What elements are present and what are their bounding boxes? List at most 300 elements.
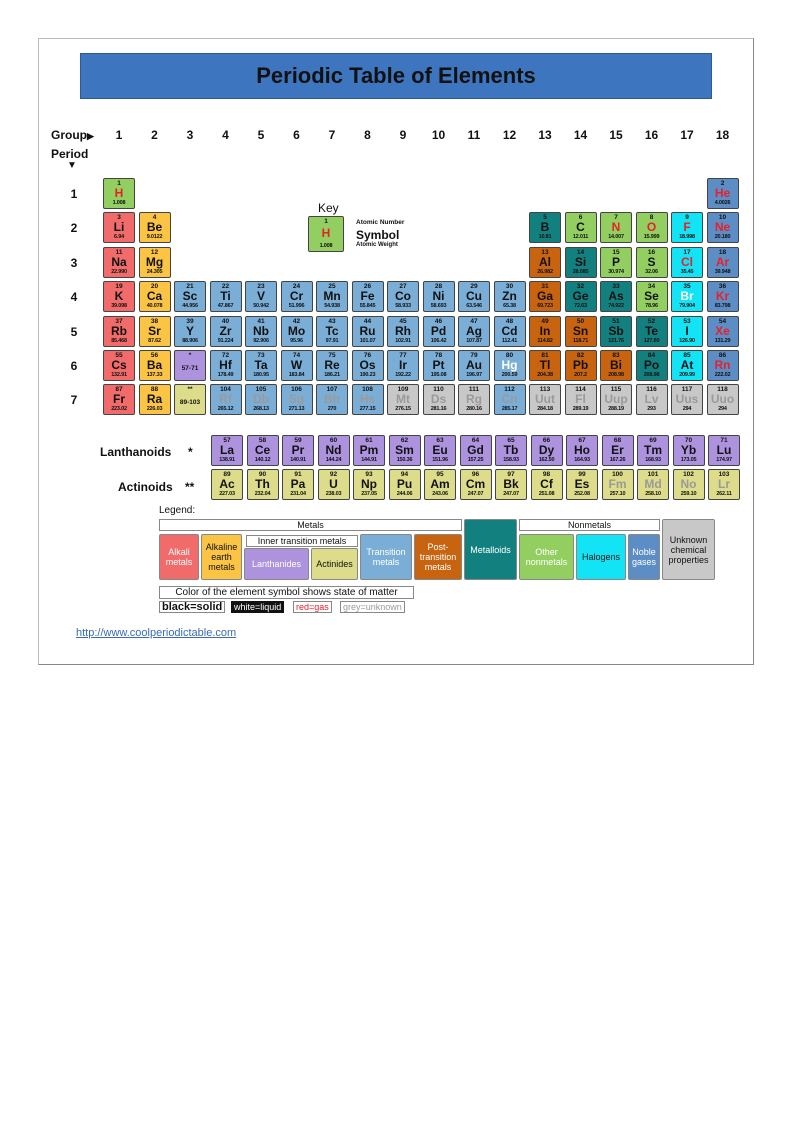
atomic-weight: 127.60 (643, 337, 660, 344)
element-cell (671, 281, 703, 312)
group-number: 2 (151, 128, 158, 142)
element-symbol: Tm (644, 443, 662, 457)
atomic-number: 91 (294, 471, 302, 478)
element-symbol: Cd (501, 323, 518, 338)
element-cell (281, 350, 313, 381)
element-symbol: Mn (323, 289, 341, 304)
element-symbol: He (714, 186, 731, 200)
element-cell (245, 350, 277, 381)
element-cell (245, 384, 277, 415)
element-cell (316, 384, 348, 415)
atomic-weight: 247.07 (503, 491, 519, 497)
legend-title: Legend: (159, 505, 196, 516)
element-cell (281, 384, 313, 415)
atomic-number: 93 (365, 471, 373, 478)
element-symbol: Mt (396, 392, 410, 407)
atomic-weight: 114.82 (537, 337, 553, 344)
element-cell (671, 350, 703, 381)
period-number: 7 (70, 393, 78, 408)
group-number: 18 (715, 128, 730, 142)
element-symbol: Na (111, 254, 127, 269)
element-symbol: I (685, 323, 689, 338)
element-symbol: B (540, 220, 550, 235)
atomic-weight: 138.91 (219, 457, 235, 463)
element-cell (494, 384, 526, 415)
element-cell (458, 384, 490, 415)
atomic-number: 27 (399, 283, 407, 291)
element-cell (318, 469, 350, 500)
atomic-number: 82 (576, 352, 585, 359)
atomic-number: 2 (720, 180, 725, 187)
element-symbol: Pd (430, 323, 447, 338)
element-cell (281, 316, 313, 347)
atomic-number: 13 (541, 248, 549, 256)
atomic-weight: 244.06 (396, 491, 413, 497)
element-symbol: Bk (503, 477, 519, 491)
element-cell (282, 435, 314, 466)
atomic-weight: 137.33 (146, 372, 163, 378)
atomic-number: 98 (542, 471, 551, 478)
element-symbol: Cn (501, 392, 518, 407)
atomic-number: 44 (363, 317, 372, 325)
atomic-weight: 208.98 (643, 372, 660, 378)
atomic-number: 96 (471, 471, 480, 478)
atomic-weight: 102.91 (395, 337, 411, 344)
atomic-number: 38 (150, 317, 159, 325)
element-cell (707, 316, 739, 347)
atomic-weight: 238.03 (325, 491, 342, 497)
element-cell (139, 281, 171, 312)
atomic-weight: 281.16 (430, 406, 447, 413)
atomic-weight: 258.10 (645, 491, 661, 497)
element-cell (673, 435, 705, 466)
atomic-weight: 55.845 (359, 303, 376, 310)
element-symbol: Lv (644, 392, 659, 407)
atomic-number: 32 (576, 283, 585, 291)
atomic-weight: 4.0026 (714, 200, 731, 206)
period-number: 6 (70, 359, 78, 373)
atomic-weight: 226.03 (146, 406, 163, 413)
atomic-number: 49 (541, 317, 549, 325)
element-symbol: Yb (680, 443, 697, 457)
element-symbol: Ac (219, 477, 235, 491)
atomic-number: 51 (612, 317, 620, 325)
element-cell (174, 384, 206, 415)
atomic-weight: 251.08 (538, 491, 555, 497)
element-cell (210, 316, 242, 347)
element-symbol: Pa (290, 477, 306, 491)
element-symbol: Fm (608, 477, 627, 491)
atomic-number: 109 (397, 386, 409, 394)
element-symbol: H (114, 186, 124, 200)
atomic-number: 23 (257, 283, 265, 291)
element-symbol: V (256, 289, 265, 304)
element-symbol: Si (574, 254, 587, 269)
element-symbol: Rn (714, 358, 731, 372)
element-symbol: Uuo (710, 392, 735, 407)
element-cell (424, 469, 456, 500)
atomic-number: 117 (681, 386, 693, 394)
atomic-number: 107 (326, 386, 338, 394)
atomic-weight: 207.2 (574, 372, 587, 378)
element-symbol: Eu (432, 443, 448, 457)
element-symbol: Re (324, 358, 340, 372)
atomic-weight: 32.06 (645, 268, 658, 275)
range-reference: 57-71 (181, 365, 199, 372)
atomic-weight: 83.798 (714, 303, 731, 310)
element-cell (389, 469, 421, 500)
atomic-number: 11 (115, 248, 123, 256)
period-number: 2 (70, 221, 78, 236)
state-unknown: grey=unknown (340, 601, 405, 613)
element-symbol: Rb (111, 323, 127, 338)
element-cell (103, 281, 135, 312)
atomic-number: 35 (683, 283, 691, 291)
atomic-weight: 168.93 (645, 457, 661, 463)
element-symbol: Sr (148, 323, 161, 338)
group-number: 11 (467, 128, 481, 142)
atomic-number: 50 (576, 317, 585, 325)
atomic-number: 88 (150, 386, 159, 394)
element-symbol: Al (539, 254, 551, 269)
element-cell (636, 212, 668, 243)
atomic-weight: 259.10 (680, 491, 697, 497)
element-symbol: N (611, 220, 621, 235)
atomic-number: 92 (329, 471, 338, 478)
element-cell (602, 435, 634, 466)
atomic-weight: 85.468 (111, 337, 127, 344)
atomic-weight: 44.956 (182, 303, 198, 310)
legend-alkaline-earth: Alkaline earth metals (201, 534, 242, 580)
group-number: 7 (328, 128, 336, 142)
atomic-weight: 39.098 (111, 303, 127, 310)
atomic-weight: 72.63 (574, 303, 587, 310)
legend-lanthanides: Lanthanides (244, 548, 309, 580)
atomic-weight: 58.933 (395, 303, 411, 310)
element-cell (494, 316, 526, 347)
element-symbol: S (647, 254, 656, 269)
atomic-weight: 112.41 (501, 337, 518, 344)
atomic-weight: 294 (682, 406, 692, 413)
element-symbol: Nb (253, 323, 269, 338)
atomic-number: 100 (612, 471, 623, 478)
element-cell (707, 350, 739, 381)
element-symbol: Dy (538, 443, 555, 457)
atomic-weight: 54.938 (324, 303, 340, 310)
element-symbol: Ta (254, 358, 268, 372)
element-cell (210, 350, 242, 381)
period-number: 3 (70, 255, 78, 270)
element-symbol: Rf (219, 392, 232, 407)
atomic-number: * (188, 352, 192, 359)
element-symbol: Am (430, 477, 450, 491)
atomic-weight: 280.16 (466, 406, 482, 413)
atomic-number: 68 (613, 437, 622, 444)
atomic-weight: 200.59 (501, 372, 518, 378)
atomic-weight: 10.81 (538, 234, 552, 241)
legend-halogens: Halogens (576, 534, 626, 580)
atomic-weight: 180.95 (253, 372, 269, 378)
lanthanoids-mark: * (188, 445, 193, 459)
atomic-number: 10 (718, 214, 727, 222)
element-cell (139, 316, 171, 347)
atomic-weight: 126.90 (679, 337, 695, 344)
atomic-number: 41 (257, 317, 265, 325)
atomic-number: 54 (718, 317, 727, 325)
atomic-weight: 284.18 (537, 406, 553, 413)
atomic-number: 34 (647, 283, 656, 291)
atomic-weight: 164.93 (574, 457, 590, 463)
element-symbol: At (680, 358, 694, 372)
key-element-cell (308, 216, 344, 252)
element-symbol: Pm (359, 443, 379, 457)
element-cell (565, 350, 597, 381)
atomic-number: 108 (362, 386, 373, 394)
element-cell (495, 435, 527, 466)
lanthanoids-label: Lanthanoids (100, 445, 172, 459)
atomic-weight: 227.03 (219, 491, 235, 497)
element-cell (103, 350, 135, 381)
atomic-number: 3 (117, 214, 121, 222)
legend-metalloids: Metalloids (464, 519, 517, 580)
element-symbol: Sb (608, 323, 624, 338)
element-cell (494, 350, 526, 381)
element-symbol: Ni (432, 289, 445, 304)
legend-unknown: Unknown chemical properties (662, 519, 715, 580)
atomic-weight: 63.546 (466, 303, 482, 310)
atomic-weight: 69.723 (537, 303, 553, 310)
element-symbol: Ra (146, 392, 163, 407)
atomic-number: 64 (471, 437, 480, 444)
atomic-weight: 204.38 (537, 372, 553, 378)
element-symbol: Ce (254, 443, 271, 457)
element-cell (353, 435, 385, 466)
atomic-number: 1 (117, 180, 121, 187)
range-reference: 89-103 (179, 399, 201, 407)
atomic-weight: 277.15 (359, 406, 376, 413)
element-cell (637, 435, 669, 466)
atomic-number: 67 (578, 437, 586, 444)
atomic-number: 31 (541, 283, 549, 291)
atomic-weight: 174.97 (716, 457, 732, 463)
element-symbol: Zr (219, 323, 232, 338)
element-symbol: Os (359, 358, 376, 372)
element-cell (460, 435, 492, 466)
element-symbol: Es (574, 477, 590, 491)
element-symbol: Cl (681, 254, 693, 269)
element-symbol: Se (644, 289, 659, 304)
atomic-weight: 24.305 (146, 268, 163, 275)
element-cell (387, 281, 419, 312)
element-cell (600, 316, 632, 347)
atomic-weight: 87.62 (148, 337, 161, 344)
element-cell (387, 384, 419, 415)
atomic-weight: 1.008 (112, 200, 126, 206)
atomic-number: 89 (223, 471, 231, 478)
atomic-weight: 132.91 (111, 372, 127, 378)
element-cell (387, 350, 419, 381)
atomic-number: 112 (504, 386, 515, 394)
atomic-weight: 223.02 (111, 406, 127, 413)
element-cell (671, 247, 703, 278)
page-title: Periodic Table of Elements (80, 53, 712, 99)
atomic-number: 52 (647, 317, 656, 325)
element-cell (352, 281, 384, 312)
atomic-weight: 192.22 (395, 372, 411, 378)
atomic-number: 115 (610, 386, 622, 394)
element-cell (139, 384, 171, 415)
atomic-weight: 131.29 (714, 337, 731, 344)
element-cell (531, 435, 563, 466)
element-cell (566, 469, 598, 500)
atomic-number: 59 (294, 437, 302, 444)
element-cell (103, 212, 135, 243)
element-cell (174, 350, 206, 381)
atomic-number: 22 (221, 283, 230, 291)
atomic-weight: 58.693 (430, 303, 447, 310)
element-symbol: P (611, 254, 620, 269)
group-number: 14 (573, 128, 588, 142)
atomic-weight: 158.93 (503, 457, 519, 463)
atomic-weight: 289.19 (572, 406, 589, 413)
legend-inner-transition-header: Inner transition metals (246, 535, 358, 547)
atomic-number: 75 (328, 352, 336, 359)
element-cell (458, 281, 490, 312)
atomic-number: 40 (221, 317, 230, 325)
element-symbol: Ne (714, 220, 731, 235)
element-cell (565, 247, 597, 278)
key-atomic-weight: 1.008 (319, 243, 333, 249)
period-number: 4 (70, 290, 78, 305)
element-symbol: Nd (325, 443, 342, 457)
atomic-number: 116 (646, 386, 657, 394)
element-symbol: Xe (715, 323, 730, 338)
legend-nonmetals-header: Nonmetals (519, 519, 660, 531)
atomic-number: 7 (614, 214, 618, 222)
atomic-weight: 294 (718, 406, 727, 413)
element-cell (460, 469, 492, 500)
group-number: 8 (364, 128, 371, 142)
element-cell (531, 469, 563, 500)
element-cell (636, 281, 668, 312)
element-cell (423, 384, 455, 415)
atomic-number: 28 (434, 283, 443, 291)
atomic-number: 45 (399, 317, 407, 325)
element-cell (636, 350, 668, 381)
element-cell (245, 316, 277, 347)
group-number: 17 (680, 128, 694, 142)
key-atomic-number-label: Atomic Number (356, 219, 405, 226)
element-cell (600, 350, 632, 381)
element-symbol: Bh (324, 392, 340, 407)
element-cell (389, 435, 421, 466)
atomic-number: 24 (292, 283, 301, 291)
element-cell (707, 212, 739, 243)
element-cell (529, 316, 561, 347)
element-cell (174, 316, 206, 347)
element-cell (211, 469, 243, 500)
element-cell (494, 281, 526, 312)
element-cell (673, 469, 705, 500)
actinoids-mark: ** (185, 480, 195, 494)
element-symbol: Po (643, 358, 660, 372)
element-cell (458, 350, 490, 381)
atomic-number: 86 (718, 352, 727, 359)
element-symbol: Au (466, 358, 482, 372)
atomic-weight: 121.76 (608, 337, 624, 344)
element-cell (600, 281, 632, 312)
atomic-number: 25 (328, 283, 336, 291)
element-symbol: Fl (575, 392, 586, 407)
element-symbol: Sg (288, 392, 305, 407)
element-symbol: Pr (291, 443, 305, 457)
atomic-weight: 118.71 (572, 337, 589, 344)
element-symbol: Pb (572, 358, 589, 372)
group-number: 5 (257, 128, 265, 142)
atomic-number: 48 (505, 317, 514, 325)
atomic-number: 21 (186, 283, 194, 291)
legend-transition: Transition metals (360, 534, 412, 580)
atomic-number: 70 (684, 437, 693, 444)
atomic-number: 19 (115, 283, 123, 291)
element-cell (565, 281, 597, 312)
atomic-weight: 140.91 (290, 457, 306, 463)
right-triangle-icon: ▶ (87, 131, 94, 141)
atomic-number: 85 (683, 352, 691, 359)
atomic-number: 42 (292, 317, 301, 325)
atomic-number: 12 (150, 248, 159, 256)
key-atomic-number: 1 (324, 218, 328, 225)
atomic-weight: 231.04 (290, 491, 306, 497)
atomic-weight: 144.91 (361, 457, 377, 463)
element-symbol: Uup (604, 392, 628, 407)
actinoids-label: Actinoids (118, 480, 173, 494)
element-symbol: Co (395, 289, 411, 304)
key-symbol: H (321, 226, 331, 240)
state-liquid: white=liquid (231, 601, 284, 613)
atomic-weight: 106.42 (430, 337, 447, 344)
element-cell (602, 469, 634, 500)
element-cell (281, 281, 313, 312)
atomic-number: 74 (292, 352, 301, 359)
element-cell (316, 350, 348, 381)
atomic-weight: 30.974 (608, 268, 624, 275)
element-symbol: Hg (501, 358, 518, 372)
atomic-weight: 92.906 (253, 337, 269, 344)
atomic-number: 46 (434, 317, 443, 325)
coolperiodictable-link[interactable]: http://www.coolperiodictable.com (76, 627, 237, 639)
element-cell (636, 384, 668, 415)
atomic-weight: 9.0122 (146, 234, 163, 241)
element-cell (423, 350, 455, 381)
atomic-weight: 107.87 (466, 337, 482, 344)
element-symbol: Mg (145, 254, 164, 269)
atomic-number: 90 (258, 471, 267, 478)
element-symbol: Cf (540, 477, 553, 491)
atomic-weight: 51.996 (288, 303, 305, 310)
element-cell (636, 316, 668, 347)
group-number: 15 (609, 128, 623, 142)
atomic-weight: 12.011 (572, 234, 589, 241)
element-cell (707, 281, 739, 312)
element-cell (316, 316, 348, 347)
atomic-number: 30 (505, 283, 514, 291)
element-cell (352, 384, 384, 415)
atomic-weight: 47.867 (217, 303, 234, 310)
atomic-number: 113 (539, 386, 551, 394)
down-triangle-icon: ▼ (67, 160, 77, 171)
atomic-number: 111 (468, 386, 480, 394)
